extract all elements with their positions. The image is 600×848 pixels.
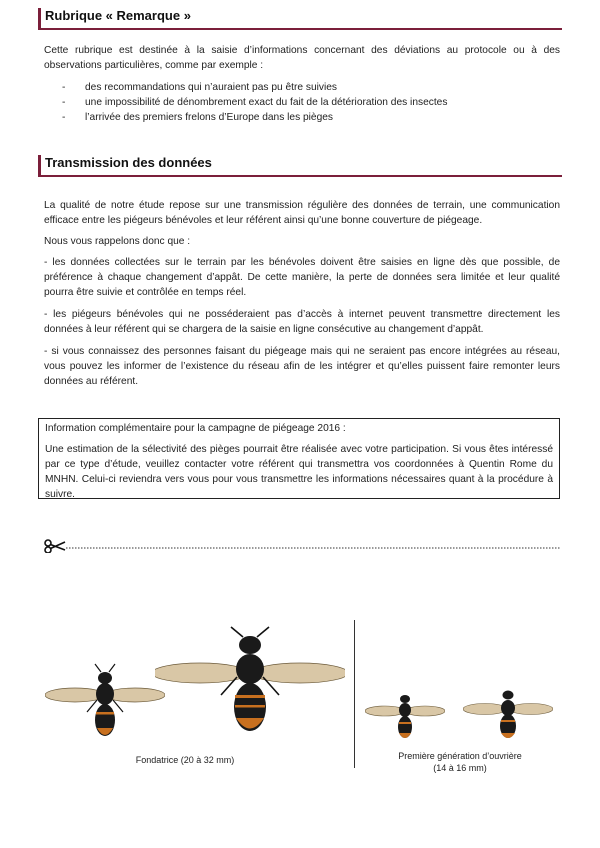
transmission-paragraph: Nous vous rappelons donc que :: [44, 236, 191, 247]
worker-illustration-2: [463, 683, 553, 745]
info-box-body: Une estimation de la sélectivité des pièges pourrait être réalisée avec votre participation. Si vous êtes intéressé par ce type d’étude, veuillez contacter votre référent qui transmettra vos coordonnées à Quentin Rome du MNHN. Celui-ci reviendra vers vous pour vous transmettre les informations nécessaires quant à la procédure à suivre.: [45, 444, 553, 500]
cut-line: [44, 541, 560, 553]
transmission-paragraph: La qualité de notre étude repose sur une transmission régulière des données de terrain, une communication efficace entre les piégeurs bénévoles et leur référent ainsi qu’une bonne couverture de piégeage.: [44, 200, 560, 226]
section-title: Transmission des données: [45, 155, 212, 170]
remarque-list: [44, 80, 554, 125]
dashed-line: [66, 546, 560, 550]
right-caption-line2: (14 à 16 mm): [433, 763, 487, 773]
info-box-title: Information complémentaire pour la campagne de piégeage 2016 :: [45, 423, 346, 434]
info-box: [38, 418, 560, 499]
transmission-paragraph: - les données collectées sur le terrain par les bénévoles doivent être saisies en ligne dès que possible, de préférence à chaque changement d’appât. De cette manière, la perte de données sera limitée et leur qualité pourra être suivie et contrôlée en temps réel.: [44, 257, 560, 298]
transmission-paragraph: - les piégeurs bénévoles qui ne posséderaient pas d’accès à internet peuvent transmettre directement les données à leur référent qui se chargera de la saisie en ligne consécutive au changement d’appât.: [44, 309, 560, 335]
left-caption: Fondatrice (20 à 32 mm): [135, 755, 235, 765]
section-header-remarque: [38, 8, 562, 30]
section-title: Rubrique « Remarque »: [45, 8, 191, 23]
right-caption: [380, 750, 540, 774]
list-item: - une impossibilité de dénombrement exact du fait de la détérioration des insectes: [44, 95, 554, 110]
worker-illustration-1: [365, 687, 445, 747]
hornet-queen-illustration: [155, 625, 345, 745]
vertical-divider: [354, 620, 355, 768]
list-item: - des recommandations qui n’auraient pas pu être suivies: [44, 80, 554, 95]
list-item: - l’arrivée des premiers frelons d’Europe dans les pièges: [44, 110, 554, 125]
section-header-transmission: [38, 155, 562, 177]
hornet-worker-illustration: [45, 660, 165, 750]
scissors-icon: [44, 539, 66, 553]
transmission-paragraph: - si vous connaissez des personnes faisant du piégeage mais qui ne seraient pas encore intégrées au réseau, vous pouvez les informer de l’existence du réseau afin de les intégrer et qu’elles puissent faire remonter leurs données au référent.: [44, 346, 560, 387]
remarque-intro: Cette rubrique est destinée à la saisie d’informations concernant des déviations au protocole ou à des observations particulières, comme par exemple :: [44, 45, 560, 71]
right-caption-line1: Première génération d’ouvrière: [398, 751, 522, 761]
